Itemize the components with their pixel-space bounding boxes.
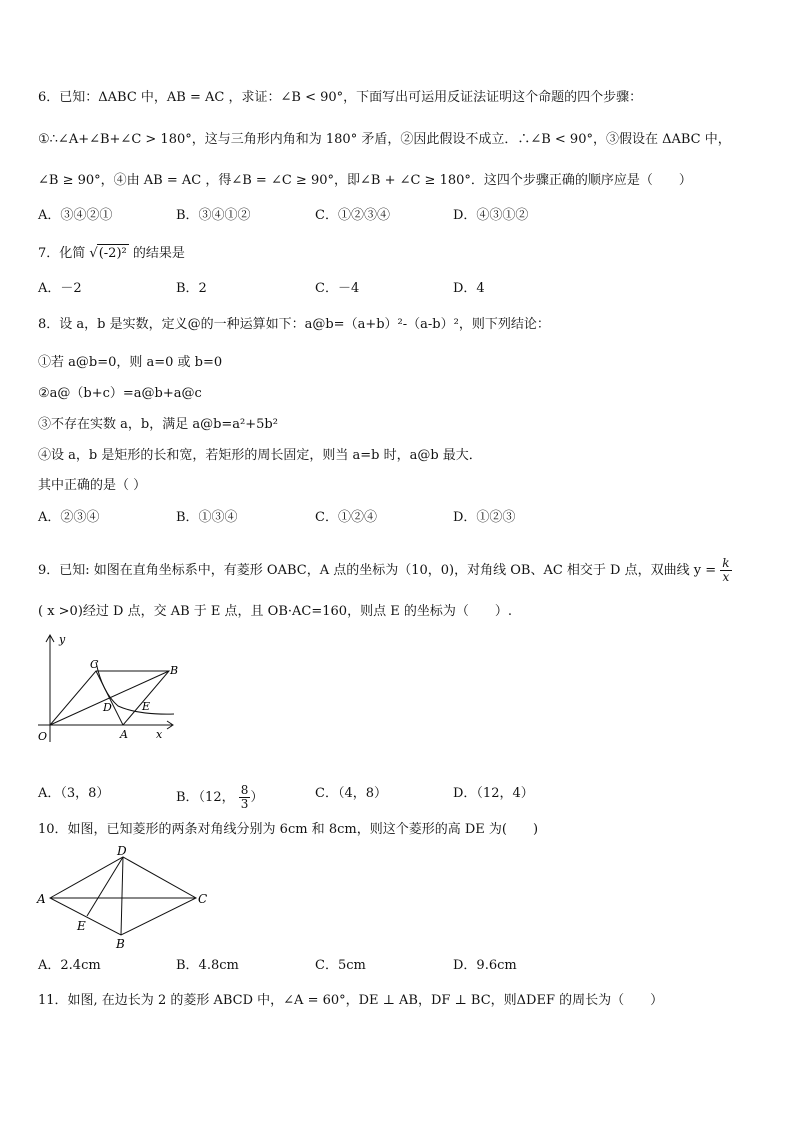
q10-label-a: A (37, 892, 46, 906)
q9-fraction-num: k (722, 556, 730, 570)
q9-option-b-close: ） (250, 790, 264, 805)
q10-label-c: C (198, 892, 208, 906)
q9-option-b[interactable] (176, 784, 263, 811)
q10-label-b: B (116, 937, 125, 951)
q8-option-c[interactable]: C．①②④ (315, 510, 377, 525)
q6-option-d[interactable]: D．④③①② (453, 208, 529, 223)
q9-option-b-fraction (239, 784, 251, 811)
sqrt-icon: √ (89, 246, 98, 261)
q6-step-line-1: ①∴∠A+∠B+∠C > 180°，这与三角形内角和为 180° 矛盾，②因此假设不成立．∴∠B < 90°，③假设在 ΔABC 中， (38, 132, 731, 147)
q9-label-c: C (90, 658, 99, 671)
q9-stem (38, 557, 732, 584)
q8-item-1: ①若 a@b=0，则 a=0 或 b=0 (38, 355, 223, 370)
q8-item-3: ③不存在实数 a，b，满足 a@b=a²+5b² (38, 417, 278, 432)
q9-label-b: B (170, 664, 179, 677)
q7-radicand: (-2)² (98, 246, 127, 261)
q8-ask: 其中正确的是（ ） (38, 478, 147, 493)
q10-option-a[interactable]: A．2.4cm (38, 958, 101, 973)
q6-stem: 6．已知：ΔABC 中，AB = AC ，求证：∠B < 90°，下面写出可运用反证法证明这个命题的四个步骤： (38, 90, 643, 105)
q8-options (38, 508, 758, 528)
q7-option-c[interactable]: C．－4 (315, 281, 360, 296)
q7-option-d[interactable]: D．4 (453, 281, 485, 296)
q11-stem: 11．如图, 在边长为 2 的菱形 ABCD 中，∠A = 60°，DE ⊥ AB，DF ⊥ BC，则ΔDEF 的周长为（ ） (38, 993, 664, 1008)
q10-label-e: E (77, 919, 86, 933)
q6-option-b[interactable]: B．③④①② (176, 208, 251, 223)
q7-option-a[interactable]: A．－2 (38, 281, 82, 296)
q7-options (38, 279, 758, 299)
q7-stem (38, 244, 185, 263)
q9-label-e: E (142, 700, 151, 713)
q8-option-b[interactable]: B．①③④ (176, 510, 238, 525)
diagonal-ac (96, 671, 123, 725)
q10-label-d: D (117, 844, 127, 858)
q10-stem: 10．如图，已知菱形的两条对角线分别为 6cm 和 8cm，则这个菱形的高 DE 为( ) (38, 822, 539, 837)
q9-figure (34, 630, 184, 748)
q9-label-y: y (59, 633, 66, 646)
q9-option-b-den: 3 (240, 797, 249, 811)
q9-stem-text: 9．已知: 如图在直角坐标系中，有菱形 OABC，A 点的坐标为（10，0)，对角线 OB、AC 相交于 D 点，双曲线 y = (38, 563, 717, 578)
q6-option-c[interactable]: C．①②③④ (315, 208, 390, 223)
height-de (87, 857, 123, 916)
q9-label-a: A (120, 728, 128, 741)
q9-fraction-den: x (722, 570, 730, 584)
q9-label-o: O (38, 730, 48, 743)
q10-option-c[interactable]: C．5cm (315, 958, 366, 973)
q6-step-line-2: ∠B ≥ 90°，④由 AB = AC ，得∠B = ∠C ≥ 90°，即∠B + ∠C ≥ 180°．这四个步骤正确的顺序应是（ ） (38, 173, 692, 188)
q7-prefix: 7．化简 (38, 246, 86, 261)
diagonal-bd (121, 857, 123, 935)
q9-label-d: D (103, 701, 112, 714)
q8-item-2: ②a@（b+c）=a@b+a@c (38, 386, 202, 401)
q7-suffix: 的结果是 (132, 246, 185, 261)
q8-stem: 8．设 a，b 是实数，定义@的一种运算如下：a@b=（a+b）²-（a-b）²，则下列结论： (38, 317, 550, 332)
q8-item-4: ④设 a，b 是矩形的长和宽，若矩形的周长固定，则当 a=b 时，a@b 最大． (38, 448, 482, 463)
q9-options (38, 783, 758, 811)
q9-option-c[interactable]: C．（4，8） (315, 786, 387, 801)
q9-option-d[interactable]: D．（12，4） (453, 786, 534, 801)
q9-option-b-text: B．（12， (176, 790, 235, 805)
q7-option-b[interactable]: B．2 (176, 281, 207, 296)
q9-line-2: ( x >0)经过 D 点，交 AB 于 E 点，且 OB·AC=160，则点 E 的坐标为（ ）. (38, 604, 512, 619)
q8-option-a[interactable]: A．②③④ (38, 510, 100, 525)
q8-option-d[interactable]: D．①②③ (453, 510, 516, 525)
q9-label-x: x (156, 728, 163, 741)
q10-figure (34, 842, 218, 952)
q10-options (38, 956, 758, 976)
q9-option-b-num: 8 (240, 783, 249, 797)
q6-options (38, 206, 758, 226)
q10-option-d[interactable]: D．9.6cm (453, 958, 517, 973)
q9-fraction (720, 557, 731, 584)
q10-option-b[interactable]: B．4.8cm (176, 958, 239, 973)
q6-option-a[interactable]: A．③④②① (38, 208, 113, 223)
q9-option-a[interactable]: A．（3，8） (38, 786, 110, 801)
